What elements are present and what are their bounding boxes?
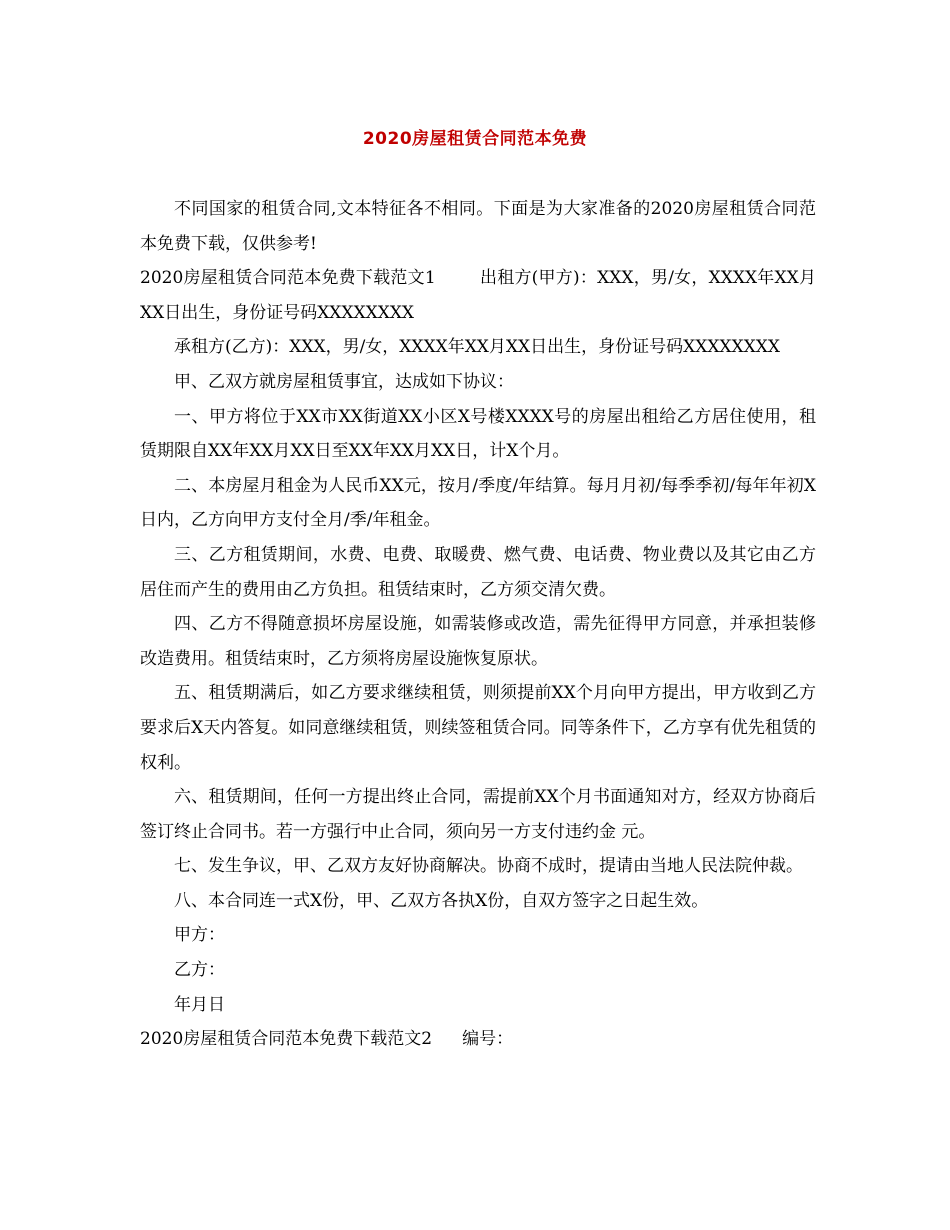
sample2-paragraph (140, 1022, 816, 1057)
document-title: 2020房屋租赁合同范本免费 (362, 129, 588, 149)
party-a-signature: 甲方： (174, 925, 225, 946)
clause-1: 一、甲方将位于XX市XX街道XX小区X号楼XXXX号的房屋出租给乙方居住使用，租赁期限自XX年XX月XX日至XX年XX月XX日，计X个月。 (140, 406, 816, 462)
intro-paragraph: 不同国家的租赁合同,文本特征各不相同。下面是为大家准备的2020房屋租赁合同范本免费下载，仅供参考! (140, 199, 816, 254)
date-line: 年月日 (174, 994, 225, 1015)
party-b-signature: 乙方： (174, 960, 225, 981)
lessor-info: 出租方(甲方)：XXX，男/女，XXXX年XX月XX日出生，身份证号码XXXXXXXX (140, 268, 816, 323)
clause-6: 六、租赁期间，任何一方提出终止合同，需提前XX个月书面通知对方，经双方协商后签订终止合同书。若一方强行中止合同，须向另一方支付违约金 元。 (140, 787, 816, 842)
clause-2: 二、本房屋月租金为人民币XX元，按月/季度/年结算。每月月初/每季季初/每年年初X日内，乙方向甲方支付全月/季/年租金。 (140, 475, 816, 531)
lessee-paragraph: 承租方(乙方)：XXX，男/女，XXXX年XX月XX日出生，身份证号码XXXXXXXX (174, 337, 780, 358)
clause-4: 四、乙方不得随意损坏房屋设施，如需装修或改造，需先征得甲方同意，并承担装修改造费用。租赁结束时，乙方须将房屋设施恢复原状。 (140, 614, 816, 669)
clause-5: 五、租赁期满后，如乙方要求继续租赁，则须提前XX个月向甲方提出，甲方收到乙方要求后X天内答复。如同意继续租赁，则续签租赁合同。同等条件下，乙方享有优先租赁的权利。 (140, 683, 816, 773)
clause-7: 七、发生争议，甲、乙双方友好协商解决。协商不成时，提请由当地人民法院仲裁。 (174, 856, 803, 877)
clause-3: 三、乙方租赁期间，水费、电费、取暖费、燃气费、电话费、物业费以及其它由乙方居住而产生的费用由乙方负担。租赁结束时，乙方须交清欠费。 (140, 544, 816, 600)
sample1-paragraph (140, 261, 816, 330)
sample1-heading: 2020房屋租赁合同范本免费下载范文1 (140, 268, 436, 289)
document-body (140, 192, 816, 1057)
sample2-heading: 2020房屋租赁合同范本免费下载范文2 (140, 1029, 433, 1050)
clause-8: 八、本合同连一式X份，甲、乙双方各执X份，自双方签字之日起生效。 (174, 890, 709, 911)
agreement-paragraph: 甲、乙双方就房屋租赁事宜，达成如下协议： (174, 371, 514, 392)
contract-number-label: 编号： (462, 1029, 514, 1050)
